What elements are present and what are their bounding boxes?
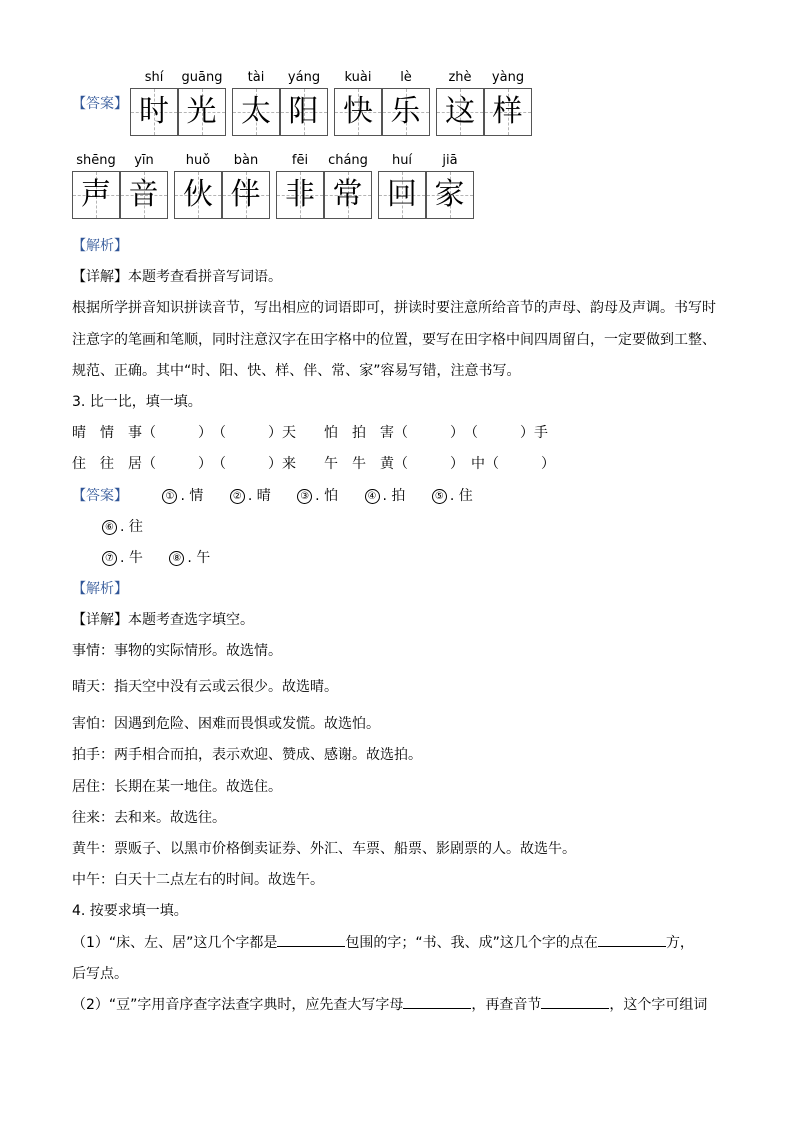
answer-item: ⑦ . 牛 [102,547,143,567]
fill-blank[interactable] [277,932,345,947]
pinyin: yīn [134,153,154,168]
answer-item: ⑧ . 午 [169,547,210,567]
analysis-label: 【解析】 [72,581,128,597]
explanation-item: 害怕：因遇到危险、困难而畏惧或发慌。故选怕。 [72,716,380,732]
answer-item: ② . 晴 [230,485,271,505]
answer-item: ⑥ . 往 [102,516,143,536]
explanation-paragraph: 规范、正确。其中“时、阳、快、样、伴、常、家”容易写错，注意书写。 [72,363,521,379]
answer-line [102,516,165,536]
word-box [276,151,372,219]
explanation-paragraph: 根据所学拼音知识拼读音节，写出相应的词语即可，拼读时要注意所给音节的声母、韵母及声调。书写时 [72,300,716,316]
answer-label: 【答案】 [72,488,128,504]
answer-item: ③ . 怕 [297,485,338,505]
tianzige-cell: 声 [72,171,120,219]
explanation-item: 晴天：指天空中没有云或云很少。故选晴。 [72,679,338,695]
word-box [72,151,168,219]
question-part-2: （2）“豆”字用音序查字法查字典时，应先查大写字母 ，再查音节 ，这个字可组词 [72,994,707,1014]
answer-line [102,547,232,567]
analysis-label: 【解析】 [72,238,128,254]
fill-blank[interactable] [403,994,471,1009]
tianzige-cell: 快 [334,88,382,136]
tianzige-cell: 伴 [222,171,270,219]
tianzige-cell: 光 [178,88,226,136]
detail-label: 【详解】 [72,269,128,285]
question-row: 住 往 居（ ） （ ）来 午 牛 黄（ ） 中（ ） [72,456,555,472]
explanation-item: 中午：白天十二点左右的时间。故选午。 [72,872,324,888]
answer-label: 【答案】 [72,96,128,112]
question-title: 4. 按要求填一填。 [72,903,188,919]
tianzige-cell: 这 [436,88,484,136]
pinyin: kuài [344,70,372,85]
pinyin: zhè [448,70,472,85]
tianzige-cell: 非 [276,171,324,219]
tianzige-cell: 伙 [174,171,222,219]
tianzige-cell: 乐 [382,88,430,136]
pinyin: guāng [181,70,223,85]
tianzige-cell: 太 [232,88,280,136]
pinyin-grid-row-2 [72,151,474,219]
detail-text: 本题考查选字填空。 [128,612,254,628]
pinyin: jiā [442,153,458,168]
pinyin: bàn [233,153,259,168]
pinyin: tài [247,70,265,85]
question-part-1-cont: 后写点。 [72,966,128,982]
explanation-item: 拍手：两手相合而拍，表示欢迎、赞成、感谢。故选拍。 [72,747,422,763]
word-box [174,151,270,219]
pinyin: shēng [76,153,116,168]
answer-item: ④ . 拍 [365,485,406,505]
explanation-item: 居住：长期在某一地住。故选住。 [72,779,282,795]
tianzige-cell: 阳 [280,88,328,136]
pinyin-grid-row-1 [130,68,532,136]
question-title: 3. 比一比，填一填。 [72,394,202,410]
pinyin: yáng [287,70,321,85]
pinyin: huǒ [185,153,211,168]
detail-line [72,266,282,286]
word-box [130,68,226,136]
word-box [378,151,474,219]
question-part-1: （1）“床、左、居”这几个字都是 包围的字；“书、我、成”这几个字的点在 方， [72,932,694,952]
fill-blank[interactable] [598,932,666,947]
pinyin: lè [400,70,412,85]
answer-item: ⑤ . 住 [432,485,473,505]
explanation-item: 事情：事物的实际情形。故选情。 [72,643,282,659]
explanation-item: 往来：去和来。故选往。 [72,810,226,826]
detail-text: 本题考查看拼音写词语。 [128,269,282,285]
tianzige-cell: 音 [120,171,168,219]
pinyin: cháng [328,153,368,168]
fill-blank[interactable] [541,994,609,1009]
pinyin: shí [144,70,164,85]
pinyin: yàng [491,70,525,85]
tianzige-cell: 家 [426,171,474,219]
answer-item: ① . 情 [162,485,203,505]
pinyin: fēi [291,153,309,168]
word-box [334,68,430,136]
detail-line [72,609,254,629]
answer-line [72,485,495,505]
detail-label: 【详解】 [72,612,128,628]
pinyin: huí [391,153,413,168]
word-box [232,68,328,136]
tianzige-cell: 样 [484,88,532,136]
explanation-paragraph: 注意字的笔画和笔顺，同时注意汉字在田字格中的位置，要写在田字格中间四周留白，一定要做到工整、 [72,332,716,348]
word-box [436,68,532,136]
question-row: 晴 情 事（ ） （ ）天 怕 拍 害（ ） （ ）手 [72,425,548,441]
tianzige-cell: 回 [378,171,426,219]
tianzige-cell: 时 [130,88,178,136]
explanation-item: 黄牛：票贩子、以黑市价格倒卖证券、外汇、车票、船票、影剧票的人。故选牛。 [72,841,576,857]
tianzige-cell: 常 [324,171,372,219]
